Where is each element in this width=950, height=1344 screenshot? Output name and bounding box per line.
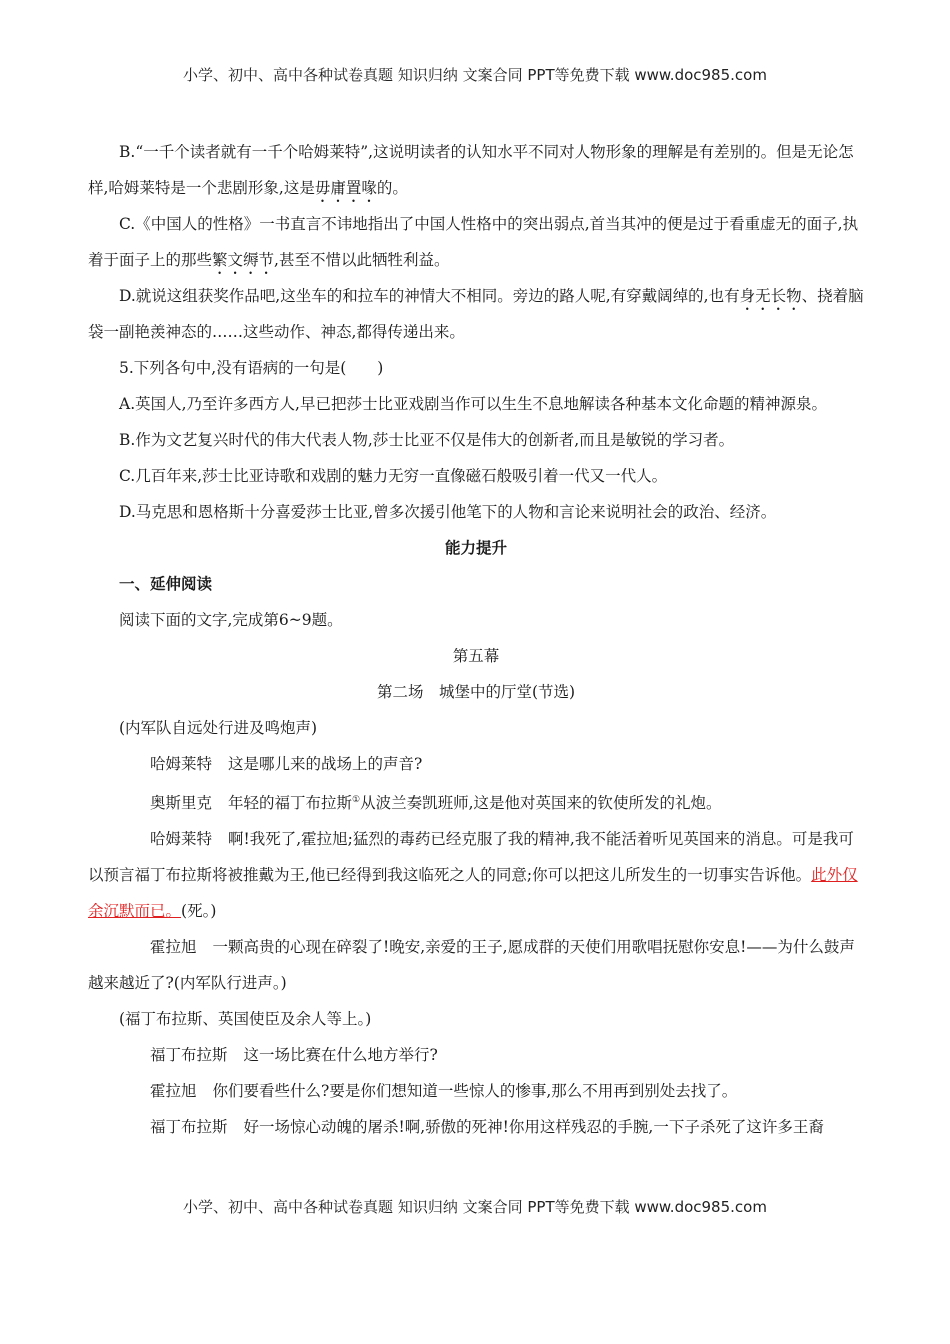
q4-c-text: C.《中国人的性格》一书直言不讳地指出了中国人性格中的突出弱点,首当其冲的便是过于看重虚无的面子,执着于面子上的那些	[88, 215, 859, 269]
speech-text: 这一场比赛在什么地方举行?	[243, 1046, 438, 1065]
speech-text: 年轻的福丁布拉斯	[228, 794, 353, 813]
q4-c-emphasis: 繁文缛节	[212, 251, 275, 269]
highlighted-sentence: 此外仅余沉默而已。	[88, 866, 858, 921]
q4-b-tail: 的。	[376, 179, 408, 197]
footnote-marker: ①	[352, 795, 361, 805]
page-footer: 小学、初中、高中各种试卷真题 知识归纳 文案合同 PPT等免费下载 www.doc985.com	[183, 1198, 767, 1216]
q5-option-c: C.几百年来,莎士比亚诗歌和戏剧的魅力无穷一直像磁石般吸引着一代又一代人。	[119, 467, 668, 485]
q4-b-text: B.“一千个读者就有一千个哈姆莱特”,这说明读者的认知水平不同对人物形象的理解是有差别的。但是无论怎样,哈姆莱特是一个悲剧形象,这是	[88, 143, 854, 197]
q4-d-tail: 、挠着脑袋一副艳羡神态的……这些动作、神态,都得传递出来。	[88, 287, 864, 341]
q5-option-a: A.英国人,乃至许多西方人,早已把莎士比亚戏剧当作可以生生不息地解读各种基本文化命题的精神源泉。	[119, 395, 827, 413]
dialogue-line	[88, 1073, 864, 1109]
dialogue-line	[88, 782, 864, 821]
q4-option-c	[88, 206, 864, 278]
speech-text: 这是哪儿来的战场上的声音?	[228, 755, 423, 773]
q4-c-tail: ,甚至不惜以此牺牲利益。	[274, 251, 450, 269]
q5-option-d: D.马克思和恩格斯十分喜爱莎士比亚,曾多次援引他笔下的人物和言论来说明社会的政治、经济。	[119, 503, 777, 521]
document-body	[88, 134, 864, 1145]
q4-option-d	[88, 278, 864, 350]
speech-text: 从波兰奏凯班师,这是他对英国来的钦使所发的礼炮。	[360, 794, 722, 813]
dialogue-line	[88, 821, 864, 929]
speaker-name: 福丁布拉斯	[150, 1046, 228, 1065]
q4-d-text: D.就说这组获奖作品吧,这坐车的和拉车的神情大不相同。旁边的路人呢,有穿戴阔绰的,也有	[119, 287, 740, 305]
speaker-name: 哈姆莱特	[150, 755, 213, 773]
q5-stem: 5.下列各句中,没有语病的一句是( )	[119, 359, 384, 377]
q5-option-b: B.作为文艺复兴时代的伟大代表人物,莎士比亚不仅是伟大的创新者,而且是敏锐的学习者。	[119, 431, 735, 449]
section-title: 能力提升	[444, 539, 507, 557]
dialogue-line	[88, 1109, 864, 1145]
dialogue-line	[88, 929, 864, 1001]
act-title: 第五幕	[452, 647, 500, 665]
dialogue-line	[88, 1037, 864, 1073]
q4-option-b	[88, 134, 864, 206]
speech-text: 啊!我死了,霍拉旭;猛烈的毒药已经克服了我的精神,我不能活着听见英国来的消息。可是我可以预言福丁布拉斯将被推戴为王,他已经得到我这临死之人的同意;你可以把这儿所发生的一切事实告诉他。	[88, 830, 854, 885]
speaker-name: 霍拉旭	[150, 938, 197, 957]
stage-direction: (福丁布拉斯、英国使臣及余人等上。)	[119, 1010, 372, 1029]
dialogue-line	[88, 746, 864, 782]
reading-instruction: 阅读下面的文字,完成第6~9题。	[119, 611, 343, 629]
speech-text: 一颗高贵的心现在碎裂了!晚安,亲爱的王子,愿成群的天使们用歌唱抚慰你安息!——为什么鼓声越来越近了?(内军队行进声。)	[88, 938, 855, 993]
speaker-name: 哈姆莱特	[150, 830, 213, 849]
stage-direction: (内军队自远处行进及鸣炮声)	[119, 719, 318, 737]
speaker-name: 福丁布拉斯	[150, 1118, 228, 1137]
speaker-name: 奥斯里克	[150, 794, 213, 813]
page-header: 小学、初中、高中各种试卷真题 知识归纳 文案合同 PPT等免费下载 www.doc985.com	[183, 66, 767, 84]
part-title: 一、延伸阅读	[119, 575, 213, 593]
speech-text: 你们要看些什么?要是你们想知道一些惊人的惨事,那么不用再到别处去找了。	[212, 1082, 738, 1101]
scene-title: 第二场 城堡中的厅堂(节选)	[376, 683, 576, 701]
q4-b-emphasis: 毋庸置喙	[314, 179, 377, 197]
q4-d-emphasis: 身无长物	[739, 287, 802, 305]
speaker-name: 霍拉旭	[150, 1082, 197, 1101]
speech-text: 好一场惊心动魄的屠杀!啊,骄傲的死神!你用这样残忍的手腕,一下子杀死了这许多王裔	[243, 1118, 824, 1137]
stage-note: (死。)	[181, 902, 217, 921]
